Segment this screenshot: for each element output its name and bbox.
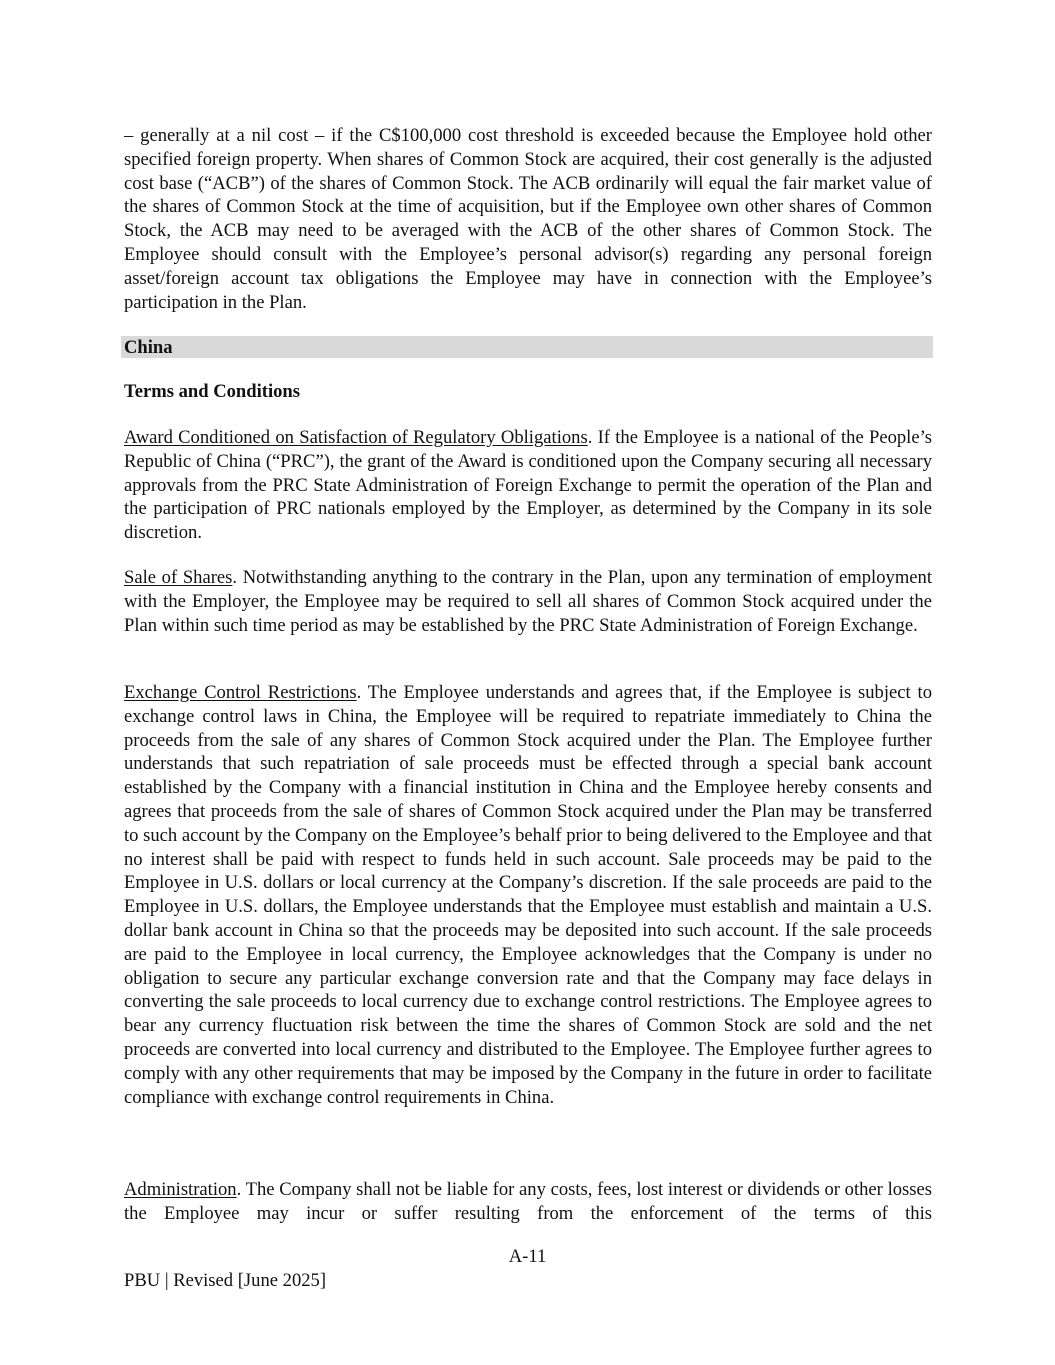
section-paragraph bbox=[124, 1178, 932, 1226]
section-body: . If the Employee is a national of the People’s Republic of China (“PRC”), the grant of the Award is conditioned upon the Company securing all necessary approvals from the PRC State Administration of Foreign Exchange to permit the operation of the Plan and the participation of PRC nationals employed by the Employer, as determined by the Company in its sole discretion. bbox=[124, 427, 932, 544]
section-paragraph bbox=[124, 681, 932, 1109]
section-paragraph bbox=[124, 566, 932, 637]
section-title: Award Conditioned on Satisfaction of Regulatory Obligations bbox=[124, 427, 588, 448]
section-sale-of-shares bbox=[124, 566, 932, 637]
section-title: Administration bbox=[124, 1179, 237, 1200]
page-number: A-11 bbox=[508, 1246, 547, 1267]
section-administration bbox=[124, 1178, 932, 1226]
section-exchange-control bbox=[124, 681, 932, 1109]
country-band bbox=[121, 336, 933, 358]
section-award-conditioned bbox=[124, 426, 932, 545]
section-title: Exchange Control Restrictions bbox=[124, 682, 357, 703]
footer-revision: PBU | Revised [June 2025] bbox=[124, 1270, 327, 1291]
section-paragraph bbox=[124, 426, 932, 545]
country-heading: China bbox=[124, 337, 173, 358]
intro-paragraph-block bbox=[124, 124, 932, 314]
section-body: . Notwithstanding anything to the contrary in the Plan, upon any termination of employment with the Employer, the Employee may be required to sell all shares of Common Stock acquired under the Plan within such time period as may be established by the PRC State Administration of Foreign Exchange. bbox=[124, 567, 932, 636]
intro-paragraph: – generally at a nil cost – if the C$100,000 cost threshold is exceeded because the Employee hold other specified foreign property. When shares of Common Stock are acquired, their cost generally is the adjusted cost base (“ACB”) of the shares of Common Stock. The ACB ordinarily will equal the fair market value of the shares of Common Stock at the time of acquisition, but if the Employee own other shares of Common Stock, the ACB may need to be averaged with the ACB of the other shares of Common Stock. The Employee should consult with the Employee’s personal advisor(s) regarding any personal foreign asset/foreign account tax obligations the Employee may have in connection with the Employee’s participation in the Plan. bbox=[124, 125, 932, 313]
section-title: Sale of Shares bbox=[124, 567, 233, 588]
section-heading: Terms and Conditions bbox=[124, 381, 301, 402]
section-body: . The Company shall not be liable for any costs, fees, lost interest or dividends or other losses the Employee may incur or suffer resulting from the enforcement of the terms of this bbox=[124, 1179, 932, 1224]
section-body: . The Employee understands and agrees that, if the Employee is subject to exchange control laws in China, the Employee will be required to repatriate immediately to China the proceeds from the sale of any shares of Common Stock acquired under the Plan. The Employee further understands that such repatriation of sale proceeds must be effected through a special bank account established by the Company with a financial institution in China and the Employee hereby consents and agrees that proceeds from the sale of shares of Common Stock acquired under the Plan may be transferred to such account by the Company on the Employee’s behalf prior to being delivered to the Employee and that no interest shall be paid with respect to funds held in such account. Sale proceeds may be paid to the Employee in U.S. dollars or local currency at the Company’s discretion. If the sale proceeds are paid to the Employee in U.S. dollars, the Employee understands that the Employee must establish and maintain a U.S. dollar bank account in China so that the proceeds may be deposited into such account. If the sale proceeds are paid to the Employee in local currency, the Employee acknowledges that the Company is under no obligation to secure any particular exchange conversion rate and that the Company may face delays in converting the sale proceeds to local currency due to exchange control restrictions. The Employee agrees to bear any currency fluctuation risk between the time the shares of Common Stock are sold and the net proceeds are converted into local currency and distributed to the Employee. The Employee further agrees to comply with any other requirements that may be imposed by the Company in the future in order to facilitate compliance with exchange control requirements in China. bbox=[124, 682, 932, 1108]
